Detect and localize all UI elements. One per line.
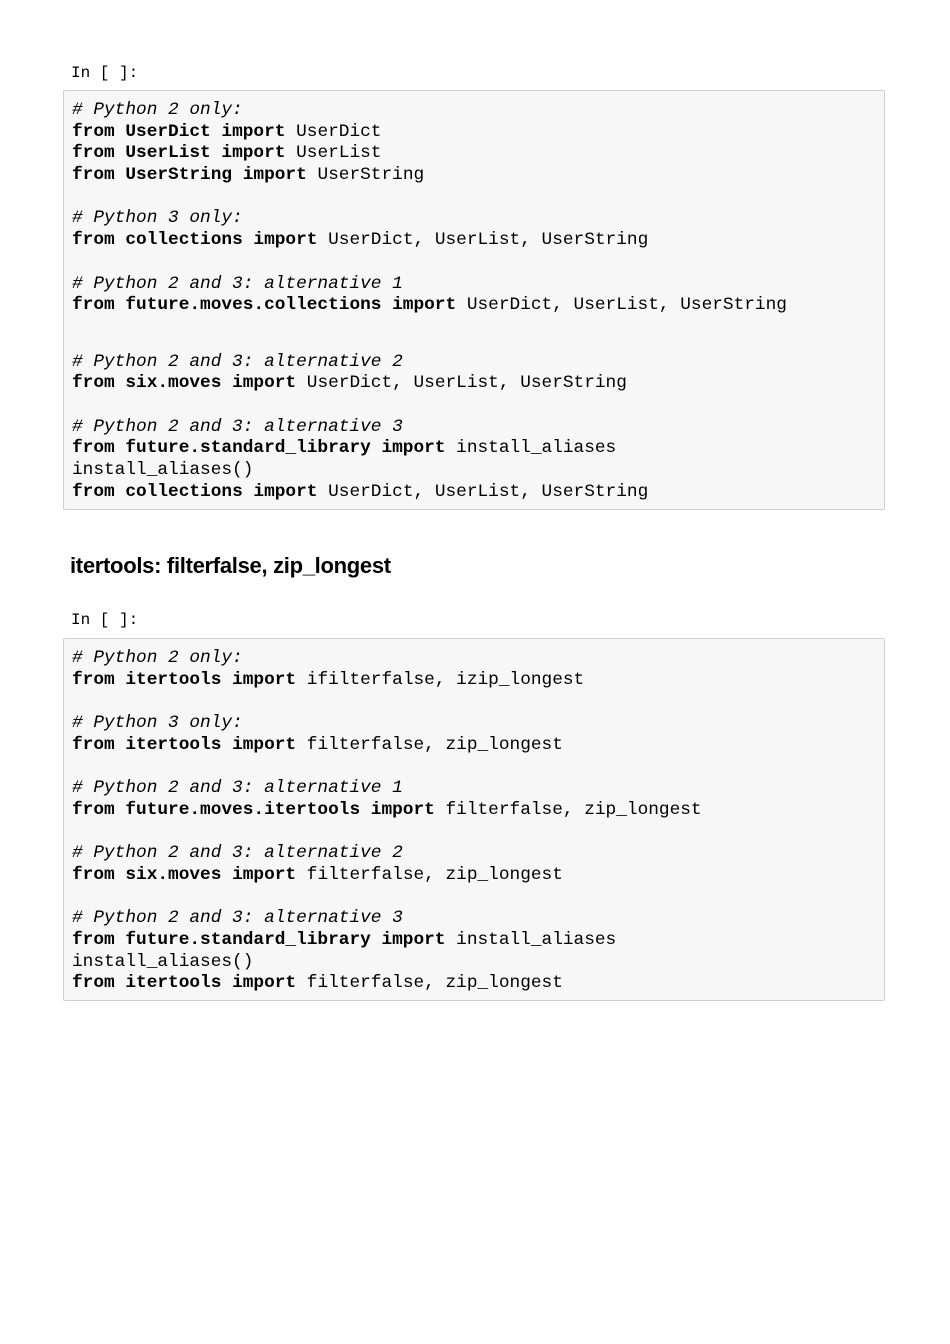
module-name: six.moves: [125, 373, 222, 394]
imported-names: UserDict, UserList, UserString: [328, 230, 649, 251]
keyword-import: import: [232, 734, 297, 755]
module-name: itertools: [125, 973, 222, 994]
imported-names: UserString: [317, 165, 425, 186]
code-line: [72, 778, 876, 800]
code-line: [72, 482, 876, 504]
keyword-import: import: [253, 230, 318, 251]
keyword-from: from: [72, 165, 115, 186]
code-line: [72, 908, 876, 930]
module-name: UserString: [125, 165, 233, 186]
keyword-from: from: [72, 373, 115, 394]
code-comment: # Python 2 and 3: alternative 1: [72, 778, 403, 799]
keyword-from: from: [72, 734, 115, 755]
cell-2-prompt: In [ ]:: [71, 611, 139, 629]
keyword-from: from: [72, 973, 115, 994]
code-text: install_aliases(): [72, 460, 254, 480]
keyword-import: import: [381, 929, 446, 950]
code-line: [72, 100, 876, 122]
keyword-from: from: [72, 143, 115, 164]
blank-line: [72, 887, 876, 909]
keyword-import: import: [381, 438, 446, 459]
module-name: future.standard_library: [125, 929, 371, 950]
code-line: [72, 208, 876, 230]
module-name: itertools: [125, 669, 222, 690]
code-line: [72, 143, 876, 165]
keyword-import: import: [370, 799, 435, 820]
code-line: [72, 930, 876, 952]
code-cell-2[interactable]: [63, 638, 885, 1001]
code-cell-1-source[interactable]: [72, 100, 876, 503]
keyword-from: from: [72, 121, 115, 142]
blank-line: [72, 317, 876, 352]
module-name: six.moves: [125, 864, 222, 885]
keyword-from: from: [72, 799, 115, 820]
keyword-import: import: [392, 295, 457, 316]
code-comment: # Python 2 and 3: alternative 3: [72, 908, 403, 929]
imported-names: install_aliases: [456, 929, 617, 950]
keyword-import: import: [242, 165, 307, 186]
module-name: future.standard_library: [125, 438, 371, 459]
blank-line: [72, 691, 876, 713]
code-line: [72, 295, 876, 317]
code-line: [72, 973, 876, 995]
imported-names: UserDict, UserList, UserString: [328, 481, 649, 502]
keyword-from: from: [72, 864, 115, 885]
code-comment: # Python 3 only:: [72, 208, 243, 229]
keyword-from: from: [72, 230, 115, 251]
keyword-from: from: [72, 669, 115, 690]
imported-names: filterfalse, zip_longest: [445, 799, 702, 820]
code-comment: # Python 2 and 3: alternative 2: [72, 351, 403, 372]
code-line: [72, 713, 876, 735]
blank-line: [72, 252, 876, 274]
keyword-import: import: [253, 481, 318, 502]
code-cell-2-source[interactable]: [72, 648, 876, 995]
imported-names: UserDict, UserList, UserString: [306, 373, 627, 394]
code-line: [72, 800, 876, 822]
cell-1-prompt: In [ ]:: [71, 64, 139, 82]
keyword-from: from: [72, 295, 115, 316]
code-comment: # Python 2 only:: [72, 648, 243, 668]
code-line: [72, 352, 876, 374]
imported-names: filterfalse, zip_longest: [306, 973, 563, 994]
imported-names: UserDict, UserList, UserString: [466, 295, 787, 316]
imported-names: ifilterfalse, izip_longest: [306, 669, 585, 690]
module-name: UserList: [125, 143, 211, 164]
code-line: [72, 843, 876, 865]
code-line: [72, 274, 876, 296]
code-line: [72, 648, 876, 670]
code-text: install_aliases(): [72, 951, 254, 972]
code-line: [72, 230, 876, 252]
code-line: [72, 670, 876, 692]
keyword-import: import: [232, 373, 297, 394]
section-heading-itertools: itertools: filterfalse, zip_longest: [70, 553, 391, 578]
blank-line: [72, 756, 876, 778]
code-line: [72, 735, 876, 757]
code-line: [72, 122, 876, 144]
code-line: [72, 438, 876, 460]
blank-line: [72, 822, 876, 844]
imported-names: UserList: [296, 143, 382, 164]
imported-names: UserDict: [296, 121, 382, 142]
blank-line: [72, 187, 876, 209]
imported-names: install_aliases: [456, 438, 617, 459]
keyword-import: import: [232, 864, 297, 885]
keyword-from: from: [72, 438, 115, 459]
code-line: [72, 460, 876, 482]
imported-names: filterfalse, zip_longest: [306, 734, 563, 755]
module-name: itertools: [125, 734, 222, 755]
keyword-import: import: [232, 669, 297, 690]
code-comment: # Python 2 only:: [72, 100, 243, 120]
module-name: collections: [125, 230, 243, 251]
imported-names: filterfalse, zip_longest: [306, 864, 563, 885]
keyword-from: from: [72, 481, 115, 502]
code-line: [72, 952, 876, 974]
module-name: UserDict: [125, 121, 211, 142]
module-name: future.moves.collections: [125, 295, 382, 316]
code-cell-1[interactable]: [63, 90, 885, 510]
code-line: [72, 165, 876, 187]
code-comment: # Python 2 and 3: alternative 2: [72, 843, 403, 864]
code-line: [72, 417, 876, 439]
keyword-import: import: [221, 121, 286, 142]
code-line: [72, 373, 876, 395]
module-name: collections: [125, 481, 243, 502]
code-comment: # Python 2 and 3: alternative 3: [72, 416, 403, 437]
keyword-import: import: [221, 143, 286, 164]
code-line: [72, 865, 876, 887]
keyword-from: from: [72, 929, 115, 950]
code-comment: # Python 3 only:: [72, 713, 243, 734]
blank-line: [72, 395, 876, 417]
code-comment: # Python 2 and 3: alternative 1: [72, 273, 403, 294]
module-name: future.moves.itertools: [125, 799, 361, 820]
keyword-import: import: [232, 973, 297, 994]
